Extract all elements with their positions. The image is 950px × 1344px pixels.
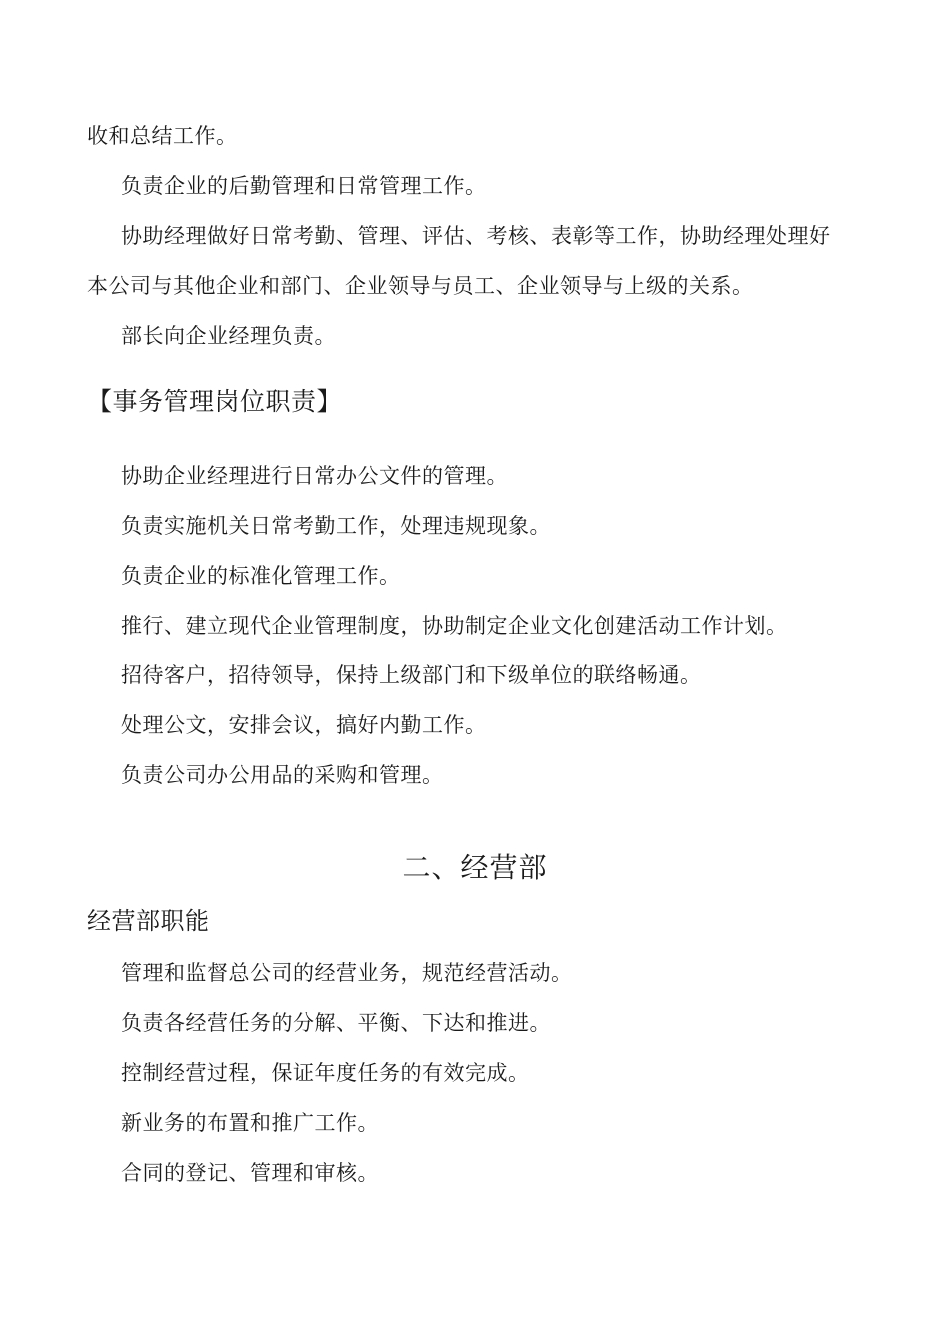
list-item: 管理和监督总公司的经营业务，规范经营活动。	[121, 961, 573, 985]
paragraph-assist-line-1: 协助经理做好日常考勤、管理、评估、考核、表彰等工作，协助经理处理好	[121, 224, 831, 248]
affairs-heading: 【事务管理岗位职责】	[87, 387, 343, 416]
list-item: 控制经营过程，保证年度任务的有效完成。	[121, 1061, 530, 1085]
business-subheading: 经营部职能	[87, 907, 210, 935]
list-item: 处理公文，安排会议，搞好内勤工作。	[121, 713, 487, 737]
list-item: 负责企业的标准化管理工作。	[121, 564, 401, 588]
paragraph-continuation: 收和总结工作。	[87, 124, 238, 148]
list-item: 负责实施机关日常考勤工作，处理违规现象。	[121, 514, 551, 538]
list-item: 合同的登记、管理和审核。	[121, 1161, 379, 1185]
paragraph-responsibility: 部长向企业经理负责。	[121, 324, 336, 348]
list-item: 协助企业经理进行日常办公文件的管理。	[121, 464, 508, 488]
paragraph-assist-line-2: 本公司与其他企业和部门、企业领导与员工、企业领导与上级的关系。	[87, 274, 754, 298]
section-title: 二、经营部	[402, 851, 548, 884]
list-item: 新业务的布置和推广工作。	[121, 1111, 379, 1135]
list-item: 负责各经营任务的分解、平衡、下达和推进。	[121, 1011, 551, 1035]
paragraph-logistics: 负责企业的后勤管理和日常管理工作。	[121, 174, 487, 198]
list-item: 推行、建立现代企业管理制度，协助制定企业文化创建活动工作计划。	[121, 614, 788, 638]
list-item: 负责公司办公用品的采购和管理。	[121, 763, 444, 787]
list-item: 招待客户，招待领导，保持上级部门和下级单位的联络畅通。	[121, 663, 702, 687]
